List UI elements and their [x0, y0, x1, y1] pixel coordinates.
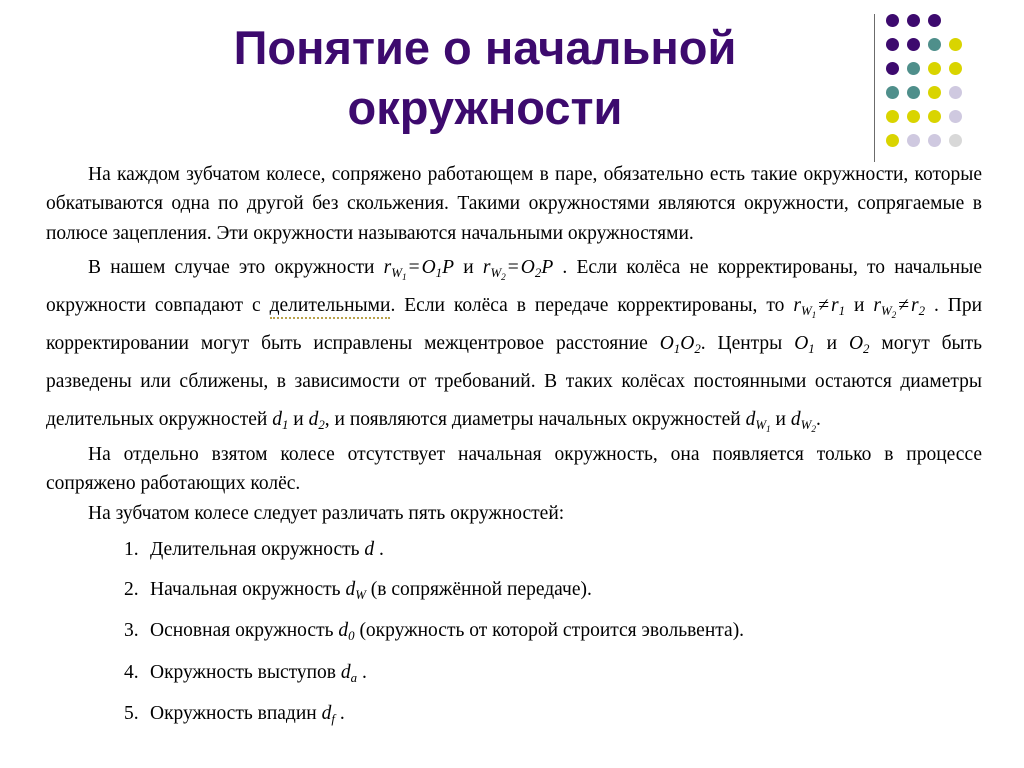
- paragraph-2: [46, 249, 982, 439]
- p2-marked-word: делительными: [270, 295, 391, 319]
- logo-dot: [949, 38, 962, 51]
- list-item-text-after: .: [357, 661, 367, 683]
- list-item-label: [150, 535, 982, 564]
- circle-types-list: [46, 535, 982, 730]
- decorative-dot-grid-logo: [886, 14, 1006, 162]
- body-text: [46, 160, 982, 741]
- list-item-text-before: Окружность выступов: [150, 661, 341, 683]
- conjunction-1: и: [463, 256, 474, 278]
- list-item-text-after: .: [374, 538, 384, 560]
- logo-dot: [907, 86, 920, 99]
- page-title-line-2: окружности: [347, 81, 623, 135]
- formula-rw2-neq-r2: $r_{W_2} \ne r_2$: [873, 294, 926, 321]
- list-item-symbol: $d_a$: [340, 661, 358, 685]
- formula-o1o2: $O_1O_2$: [659, 332, 701, 356]
- formula-d2: $d_2$: [308, 408, 325, 432]
- page-title-line-1: Понятие о начальной: [233, 21, 737, 74]
- conjunction-4: и: [293, 408, 304, 430]
- formula-d1: $d_1$: [272, 408, 289, 432]
- list-item-number: 4.: [124, 661, 139, 683]
- list-item-text-before: Делительная окружность: [150, 538, 365, 560]
- list-item: [46, 575, 982, 605]
- p2-sentence-3: . Если колёса в передаче корректированы, то: [390, 294, 785, 316]
- formula-rw1-eq-o1p: $r_{W_1} = O_1P$: [383, 256, 455, 283]
- list-item-symbol: $d_f$: [321, 703, 335, 727]
- paragraph-1: На каждом зубчатом колесе, сопряжено работающем в паре, обязательно есть такие окружности, которые обкатываются одна по другой без скольжения. Такими окружностями являются окружности, сопрягаемые в полюсе зацепления. Эти окружности называются начальными окружностями.: [46, 164, 982, 244]
- list-item-symbol-subscript: a: [350, 670, 358, 685]
- logo-dot: [907, 14, 920, 27]
- logo-dot: [949, 134, 962, 147]
- list-item: [46, 616, 982, 646]
- list-item-label: [150, 616, 982, 646]
- logo-dot: [949, 110, 962, 123]
- list-item-symbol-subscript: 0: [348, 629, 355, 644]
- logo-dot: [886, 38, 899, 51]
- list-item-label: [150, 575, 982, 605]
- page-title: [90, 18, 880, 138]
- paragraph-4: На зубчатом колесе следует различать пять окружностей:: [88, 503, 565, 525]
- logo-dot: [886, 14, 899, 27]
- list-item-label: [150, 658, 982, 688]
- logo-dot: [907, 38, 920, 51]
- logo-dot: [928, 134, 941, 147]
- logo-dot: [886, 86, 899, 99]
- formula-dw1: $d_{W_1}$: [745, 408, 771, 435]
- conjunction-3: и: [826, 332, 838, 354]
- p2-sentence-4: . При корректировании могут быть исправлены межцентровое расстояние: [46, 294, 983, 354]
- p2-sentence-2: . Если колёса не корректированы, то начальные окружности совпадают с: [46, 256, 982, 316]
- list-item-number: 1.: [124, 538, 139, 560]
- list-item-number: 3.: [124, 620, 139, 642]
- list-item-symbol: d: [364, 538, 375, 560]
- p2-sentence-1: В нашем случае это окружности: [88, 256, 375, 278]
- list-item: [46, 535, 982, 564]
- logo-dot: [907, 110, 920, 123]
- formula-rw2-eq-o2p: $r_{W_2} = O_2P$: [482, 256, 554, 283]
- conjunction-2: и: [853, 294, 865, 316]
- list-item-symbol: $d_0$: [338, 620, 355, 644]
- formula-o1: $O_1$: [794, 332, 815, 356]
- logo-dot: [886, 134, 899, 147]
- list-item: [46, 699, 982, 729]
- logo-dot: [928, 86, 941, 99]
- p2-sentence-6: могут быть разведены или сближены, в зависимости от требований. В таких колёсах постоянными остаются диаметры делительных окружностей: [46, 332, 983, 430]
- logo-dot: [886, 62, 899, 75]
- logo-dot: [928, 62, 941, 75]
- logo-dot: [928, 14, 941, 27]
- list-item-label: [150, 699, 982, 729]
- formula-o2: $O_2$: [848, 332, 870, 356]
- list-item-number: 5.: [124, 703, 139, 725]
- list-item-text-before: Начальная окружность: [150, 578, 346, 600]
- p2-sentence-8: .: [815, 408, 821, 430]
- p2-sentence-5: . Центры: [700, 332, 783, 354]
- logo-dot: [949, 86, 962, 99]
- formula-rw1-neq-r1: $r_{W_1} \ne r_1$: [793, 294, 846, 321]
- list-item: [46, 658, 982, 688]
- list-item-text-after: (в сопряжённой передаче).: [365, 578, 592, 600]
- logo-dot: [907, 134, 920, 147]
- logo-dot: [949, 62, 962, 75]
- logo-dot: [907, 62, 920, 75]
- logo-dot: [886, 110, 899, 123]
- list-item-symbol: $d_W$: [345, 578, 366, 602]
- formula-dw2: $d_{W_2}$: [790, 408, 816, 435]
- list-item-text-after: .: [334, 703, 345, 725]
- logo-dot: [928, 110, 941, 123]
- logo-dot: [928, 38, 941, 51]
- list-item-text-after: (окружность от которой строится эвольвента).: [354, 620, 745, 642]
- conjunction-5: и: [775, 408, 786, 430]
- list-item-text-before: Окружность впадин: [150, 703, 322, 725]
- paragraph-3: На отдельно взятом колесе отсутствует начальная окружность, она появляется только в процессе сопряжено работающих колёс.: [46, 443, 982, 495]
- list-item-symbol-subscript: W: [355, 587, 366, 602]
- list-item-symbol-subscript: f: [331, 712, 335, 727]
- list-item-number: 2.: [124, 578, 139, 600]
- p2-sentence-7: , и появляются диаметры начальных окружностей: [324, 408, 741, 430]
- vertical-divider: [874, 14, 875, 162]
- list-item-text-before: Основная окружность: [150, 620, 339, 642]
